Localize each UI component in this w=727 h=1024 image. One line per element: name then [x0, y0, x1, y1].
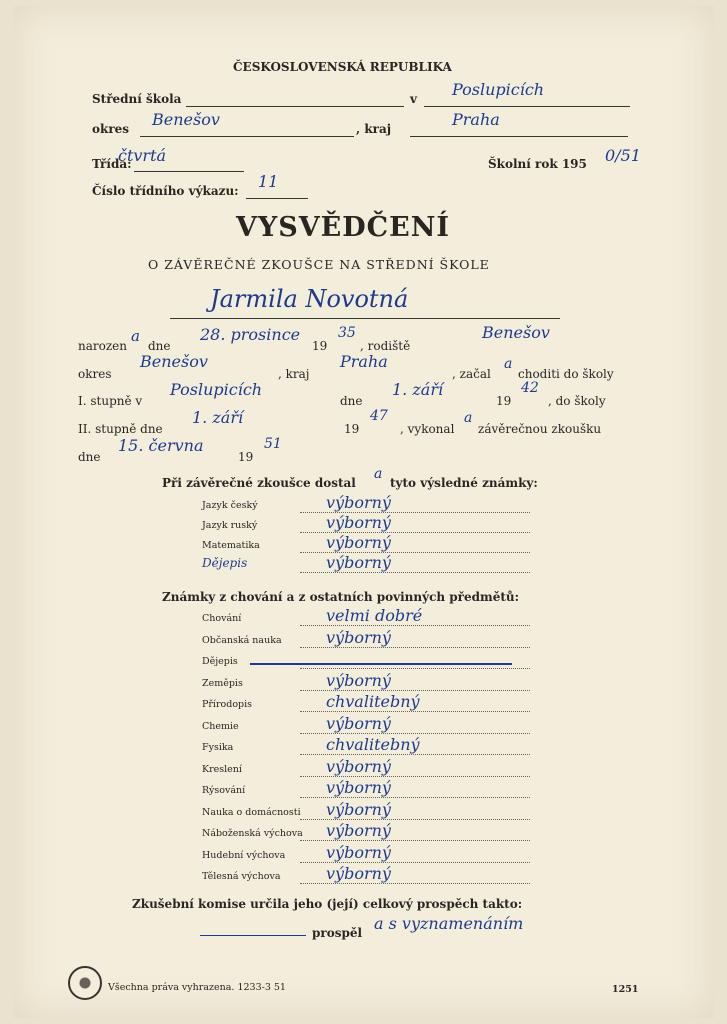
grade-subject-label: Jazyk český — [202, 500, 258, 511]
attend-label: choditi do školy — [518, 367, 614, 381]
district2-label: okres — [78, 367, 112, 381]
began-label: , začal — [452, 367, 491, 381]
grade-subject-label: Matematika — [202, 540, 260, 551]
document-subtitle: O ZÁVĚREČNÉ ZKOUŠCE NA STŘEDNÍ ŠKOLE — [148, 257, 490, 272]
student-name-line — [170, 318, 560, 319]
grade-value: výborný — [326, 821, 391, 840]
grade-subject-label: Náboženská výchova — [202, 828, 303, 839]
grade-value: výborný — [326, 713, 391, 733]
overall-result-value: a s vyznamenáním — [374, 914, 524, 933]
grade-subject-label: Tělesná výchova — [202, 871, 281, 882]
form-number: 1251 — [612, 984, 639, 995]
grade-line — [300, 862, 530, 863]
born-label: narozen — [78, 339, 127, 353]
passed-label: , vykonal — [400, 422, 455, 436]
grade-line — [300, 668, 530, 669]
grade-subject-label: Hudební výchova — [202, 849, 286, 861]
register-number-line — [246, 198, 308, 199]
grade-value: výborný — [326, 756, 391, 776]
grade-value: chvalitebný — [326, 692, 420, 711]
began-suffix-value: a — [504, 356, 513, 372]
grade-line — [300, 776, 530, 777]
grade-line — [300, 690, 530, 691]
grade-line — [300, 711, 530, 712]
grade-value: výborný — [326, 670, 391, 690]
grade-subject-label: Fysika — [202, 742, 234, 753]
grade-subject-label: Jazyk ruský — [202, 520, 258, 531]
second-level-label: II. stupně dne — [78, 422, 163, 436]
class-value: čtvrtá — [118, 146, 167, 165]
grade-line — [300, 625, 530, 626]
grade-line — [300, 840, 530, 841]
header-republic: ČESKOSLOVENSKÁ REPUBLIKA — [233, 60, 452, 74]
grade-subject-label: Rýsování — [202, 785, 246, 796]
rights-notice: Všechna práva vyhrazena. 1233-3 51 — [108, 982, 286, 993]
other-grades-heading: Známky z chování a z ostatních povinných předmětů: — [162, 590, 520, 604]
exam-year-value: 51 — [264, 436, 282, 452]
first-date-label: dne — [340, 394, 363, 408]
grade-subject-label: Kreslení — [202, 763, 242, 775]
day-label: dne — [148, 339, 171, 353]
exam-year-prefix: 19 — [238, 450, 254, 464]
district-label: okres — [92, 122, 130, 136]
publisher-seal-icon — [68, 966, 102, 1000]
second-date-value: 1. září — [192, 408, 244, 427]
first-year-value: 42 — [521, 380, 539, 396]
school-year-label: Školní rok 195 — [488, 157, 587, 171]
district-line — [140, 136, 354, 137]
school-label: Střední škola — [92, 92, 182, 106]
passed-suffix-value: a — [464, 410, 473, 426]
document-title: VYSVĚDČENÍ — [236, 212, 451, 243]
grade-subject-label: Občanská nauka — [202, 634, 282, 646]
grade-value: výborný — [326, 553, 391, 572]
grade-subject-label: Chemie — [202, 720, 239, 732]
school-year-value: 0/51 — [605, 146, 641, 165]
exam-grades-heading-b: tyto výsledné známky: — [390, 476, 538, 490]
district2-value: Benešov — [140, 352, 208, 371]
class-label: Třída: — [92, 157, 132, 171]
grade-value: velmi dobré — [326, 606, 423, 625]
grade-line — [300, 733, 530, 734]
final-exam-label: závěrečnou zkoušku — [478, 422, 602, 436]
student-name: Jarmila Novotná — [210, 285, 409, 313]
exam-grades-heading-a: Při závěrečné zkoušce dostal — [162, 476, 356, 490]
grade-subject-label: Nauka o domácnosti — [202, 806, 301, 818]
class-line — [134, 171, 244, 172]
committee-statement: Zkušební komise určila jeho (její) celkový prospěch takto: — [132, 897, 523, 911]
to-school-label: , do školy — [548, 394, 606, 408]
grade-value: výborný — [326, 533, 391, 552]
grade-subject-label: Přírodopis — [202, 699, 253, 710]
birth-year-prefix: 19 — [312, 339, 328, 353]
region-value: Praha — [452, 110, 500, 129]
grade-line — [300, 819, 530, 820]
first-level-place: Poslupicích — [170, 380, 263, 399]
in-label: v — [410, 92, 417, 106]
school-town-line — [424, 106, 630, 107]
region-line — [410, 136, 628, 137]
grade-value: výborný — [326, 493, 391, 512]
grade-line — [300, 572, 530, 573]
first-year-prefix: 19 — [496, 394, 512, 408]
birth-year-value: 35 — [338, 325, 356, 341]
overall-prefix-line — [200, 935, 306, 936]
grade-line — [300, 797, 530, 798]
exam-grades-heading-suffix: a — [374, 466, 383, 482]
first-level-label: I. stupně v — [78, 394, 143, 408]
grade-subject-label: Chování — [202, 613, 242, 624]
register-number-value: 11 — [258, 172, 279, 191]
grade-line — [300, 647, 530, 648]
grade-value: výborný — [326, 842, 391, 862]
school-town-value: Poslupicích — [452, 80, 545, 99]
grade-subject-label: Zeměpis — [202, 677, 243, 689]
birthplace-value: Benešov — [482, 323, 550, 342]
grade-value: výborný — [326, 778, 391, 797]
second-year-prefix: 19 — [344, 422, 360, 436]
region2-label: , kraj — [278, 367, 310, 381]
grade-value: výborný — [326, 627, 391, 647]
exam-date-value: 15. června — [118, 436, 204, 455]
exam-day-label: dne — [78, 450, 101, 464]
region-label: , kraj — [356, 122, 392, 136]
birthplace-label: , rodiště — [360, 339, 411, 353]
region2-value: Praha — [340, 352, 388, 371]
grade-subject-label: Dějepis — [202, 556, 248, 570]
register-number-label: Číslo třídního výkazu: — [92, 184, 239, 198]
grade-line — [300, 754, 530, 755]
grade-subject-label: Dějepis — [202, 656, 238, 667]
school-line — [186, 106, 404, 107]
grade-value: výborný — [326, 864, 391, 883]
grade-value: chvalitebný — [326, 735, 420, 754]
grade-line — [300, 883, 530, 884]
grade-value: výborný — [326, 799, 391, 819]
passed-overall-label: prospěl — [312, 926, 363, 940]
district-value: Benešov — [152, 110, 220, 129]
birth-date-value: 28. prosince — [200, 325, 301, 344]
second-year-value: 47 — [370, 408, 388, 424]
born-suffix-value: a — [131, 327, 140, 345]
grade-value: výborný — [326, 513, 391, 532]
first-date-value: 1. září — [392, 380, 444, 399]
struck-grade-line — [250, 663, 512, 665]
